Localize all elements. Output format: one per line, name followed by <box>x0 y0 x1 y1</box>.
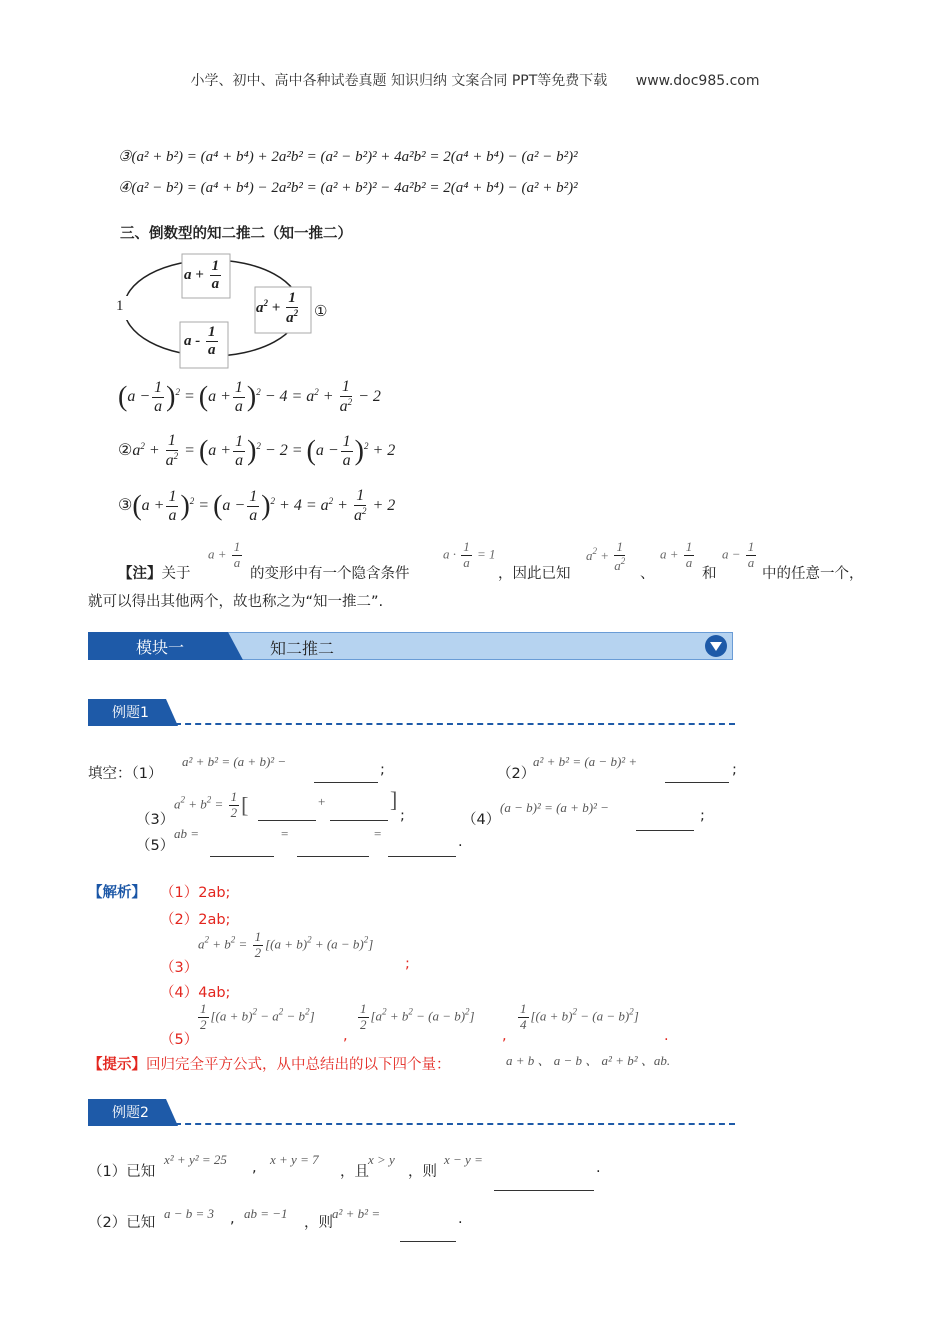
hint-line <box>88 1053 451 1074</box>
q5-answer-field-c[interactable] <box>388 842 456 861</box>
diagram-bottom-box: a - $\frac{1}{a}$ <box>184 324 216 359</box>
ex2-q1-expr-f: x − y = <box>444 1152 483 1167</box>
hint-text: 回归完全平方公式，从中总结出的以下四个量： <box>146 1057 451 1073</box>
solution-5-expr-a: $\frac{1}{2}$ $[(a + b)^2 - a^2 - b^2]$ <box>200 1001 315 1032</box>
ex2-q2-expr-a: a − b = 3 <box>164 1206 215 1221</box>
q5-end: . <box>458 834 463 850</box>
q3-plus: + <box>318 794 326 809</box>
q2-expr: a² + b² = (a − b)² + <box>533 754 638 769</box>
example1-intro <box>88 762 162 783</box>
example1-tag: 例题1 <box>112 705 149 721</box>
q4-expr: (a − b)² = (a + b)² − <box>500 800 609 815</box>
diagram-top-box: a + $\frac{1}{a}$ <box>184 258 220 293</box>
q3-close-bracket: ] <box>390 787 398 812</box>
page-header <box>0 70 950 90</box>
solution-3-number: （3） <box>160 960 199 976</box>
note-expr-1: a + $\frac{1}{a}$ <box>208 539 241 570</box>
ex2-q2-answer-field[interactable] <box>400 1227 456 1246</box>
q3-number: （3） <box>136 812 175 828</box>
note-expr-2: a · $\frac{1}{a}$ = 1 <box>443 539 496 570</box>
solution-label: 【解析】 <box>88 885 146 901</box>
diagram-left-label: 1 <box>116 298 124 314</box>
q5-expr: ab = <box>174 826 200 841</box>
note-t4: 、 <box>640 566 655 582</box>
chevron-down-icon[interactable] <box>704 634 728 658</box>
q5-answer-field-a[interactable] <box>210 842 274 861</box>
section-title: 三、倒数型的知二推二（知一推二） <box>120 226 352 242</box>
note-expr-5: a − $\frac{1}{a}$ <box>722 539 755 570</box>
solution-5-expr-b: $\frac{1}{2}$ $[a^2 + b^2 - (a - b)^2]$ <box>360 1001 475 1032</box>
q5-number: （5） <box>136 838 175 854</box>
q5-answer-field-b[interactable] <box>297 842 369 861</box>
header-url[interactable]: www.doc985.com <box>635 73 760 89</box>
module-left-label: 模块一 <box>136 638 185 657</box>
q3-end: ; <box>400 808 405 824</box>
q3-answer-field-a[interactable] <box>258 806 316 825</box>
q2-end: ; <box>732 762 737 778</box>
example2-divider <box>175 1123 735 1125</box>
example1-intro-text: 填空： <box>88 766 132 782</box>
equation-1: (a − $\frac{1}{a}$ )$^2$ = (a + $\frac{1}{a}$ )$^2 - 4 = a^2$ + $\frac{1}{a^2}$ − 2 <box>118 378 381 416</box>
formula-3: ③(a² + b²) = (a⁴ + b⁴) + 2a²b² = (a² − b²)² + 4a²b² = 2(a⁴ + b⁴) − (a² − b²)² <box>118 149 578 165</box>
q2-answer-field[interactable] <box>665 768 729 787</box>
note-t3: ，因此已知 <box>498 566 571 582</box>
diagram-right-box: $a^2$ + $\frac{1}{a^2}$ <box>256 290 299 327</box>
q5-eq-2: = <box>374 826 382 841</box>
ex2-q2-then: ，则 <box>304 1215 333 1231</box>
q1-expr: a² + b² = (a + b)² − <box>182 754 287 769</box>
q4-end: ; <box>700 808 705 824</box>
solution-2: （2）2ab; <box>160 912 231 928</box>
ex2-q2-end: . <box>458 1211 463 1227</box>
q5-eq-1: = <box>281 826 289 841</box>
ex2-q1-comma: , <box>252 1160 257 1176</box>
note-expr-3: $a^2$ + $\frac{1}{a^2}$ <box>586 539 626 573</box>
ex2-q2-comma: , <box>230 1211 235 1227</box>
ex2-q1-expr-b: x + y = 7 <box>270 1152 319 1167</box>
module-right-label: 知二推二 <box>270 639 335 658</box>
q1-end: ; <box>380 762 385 778</box>
q4-answer-field[interactable] <box>636 816 694 835</box>
note-t6: 中的任意一个， <box>762 566 864 582</box>
ex2-q1-end: . <box>596 1160 601 1176</box>
formula-4: ④(a² − b²) = (a⁴ + b⁴) − 2a²b² = (a² + b²)² − 4a²b² = 2(a⁴ + b⁴) − (a² + b²)² <box>118 180 578 196</box>
solution-4: （4）4ab; <box>160 985 231 1001</box>
solution-5-expr-c: $\frac{1}{4}$ $[(a + b)^2 - (a - b)^2]$ <box>520 1001 639 1032</box>
note-t1: 关于 <box>161 566 191 582</box>
ex2-q1-prefix: （1）已知 <box>88 1164 156 1180</box>
ex2-q1-answer-field[interactable] <box>494 1176 594 1195</box>
q1-number: （1） <box>131 766 163 782</box>
q2-number: （2） <box>497 766 536 782</box>
solution-3-end: ; <box>405 956 410 972</box>
diagram-right-marker: ① <box>314 304 328 320</box>
hint-terms: a + b 、 a − b 、 a² + b² 、ab. <box>506 1053 671 1068</box>
equation-2: $②a^2$ + $\frac{1}{a^2}$ = (a + $\frac{1}{a}$ )$^2$ − 2 = (a − $\frac{1}{a}$ )$^2$ + 2 <box>118 432 396 470</box>
example1-divider <box>175 723 735 725</box>
note-label: 【注】 <box>118 566 162 582</box>
solution-5-number: （5） <box>160 1032 199 1048</box>
solution-1: （1）2ab; <box>160 885 231 901</box>
ex2-q1-and: ，且 <box>340 1164 369 1180</box>
note-line-1 <box>118 562 191 583</box>
solution-3-expr: $a^2 + b^2$ = $\frac{1}{2}$ $[(a + b)^2 + (a - b)^2]$ <box>198 929 374 960</box>
equation-3: ③(a + $\frac{1}{a}$ )$^2$ = (a − $\frac{1}{a}$ )$^2 + 4 = a^2$ + $\frac{1}{a^2}$ + 2 <box>118 487 396 525</box>
note-line-2: 就可以得出其他两个，故也称之为“知一推二”. <box>88 594 384 610</box>
solution-5-end: . <box>664 1028 669 1044</box>
ex2-q2-prefix: （2）已知 <box>88 1215 156 1231</box>
ex2-q2-expr-b: ab = −1 <box>244 1206 288 1221</box>
ex2-q1-then: ，则 <box>408 1164 437 1180</box>
note-t5: 和 <box>702 566 717 582</box>
q1-answer-field[interactable] <box>314 768 378 787</box>
example2-tag: 例题2 <box>112 1105 149 1121</box>
ex2-q1-expr-a: x² + y² = 25 <box>164 1152 227 1167</box>
q3-expr: $a^2 + b^2$ = $\frac{1}{2}$ [ <box>174 789 249 820</box>
note-t2: 的变形中有一个隐含条件 <box>250 566 410 582</box>
q4-number: （4） <box>462 812 501 828</box>
ex2-q2-expr-d: a² + b² = <box>332 1206 381 1221</box>
note-expr-4: a + $\frac{1}{a}$ <box>660 539 693 570</box>
ex2-q1-expr-d: x > y <box>368 1152 395 1167</box>
solution-5-sep-1: , <box>343 1028 348 1044</box>
solution-5-sep-2: , <box>502 1028 507 1044</box>
header-text: 小学、初中、高中各种试卷真题 知识归纳 文案合同 PPT等免费下载 <box>190 73 608 89</box>
q3-answer-field-b[interactable] <box>330 806 388 825</box>
hint-label: 【提示】 <box>88 1057 146 1073</box>
